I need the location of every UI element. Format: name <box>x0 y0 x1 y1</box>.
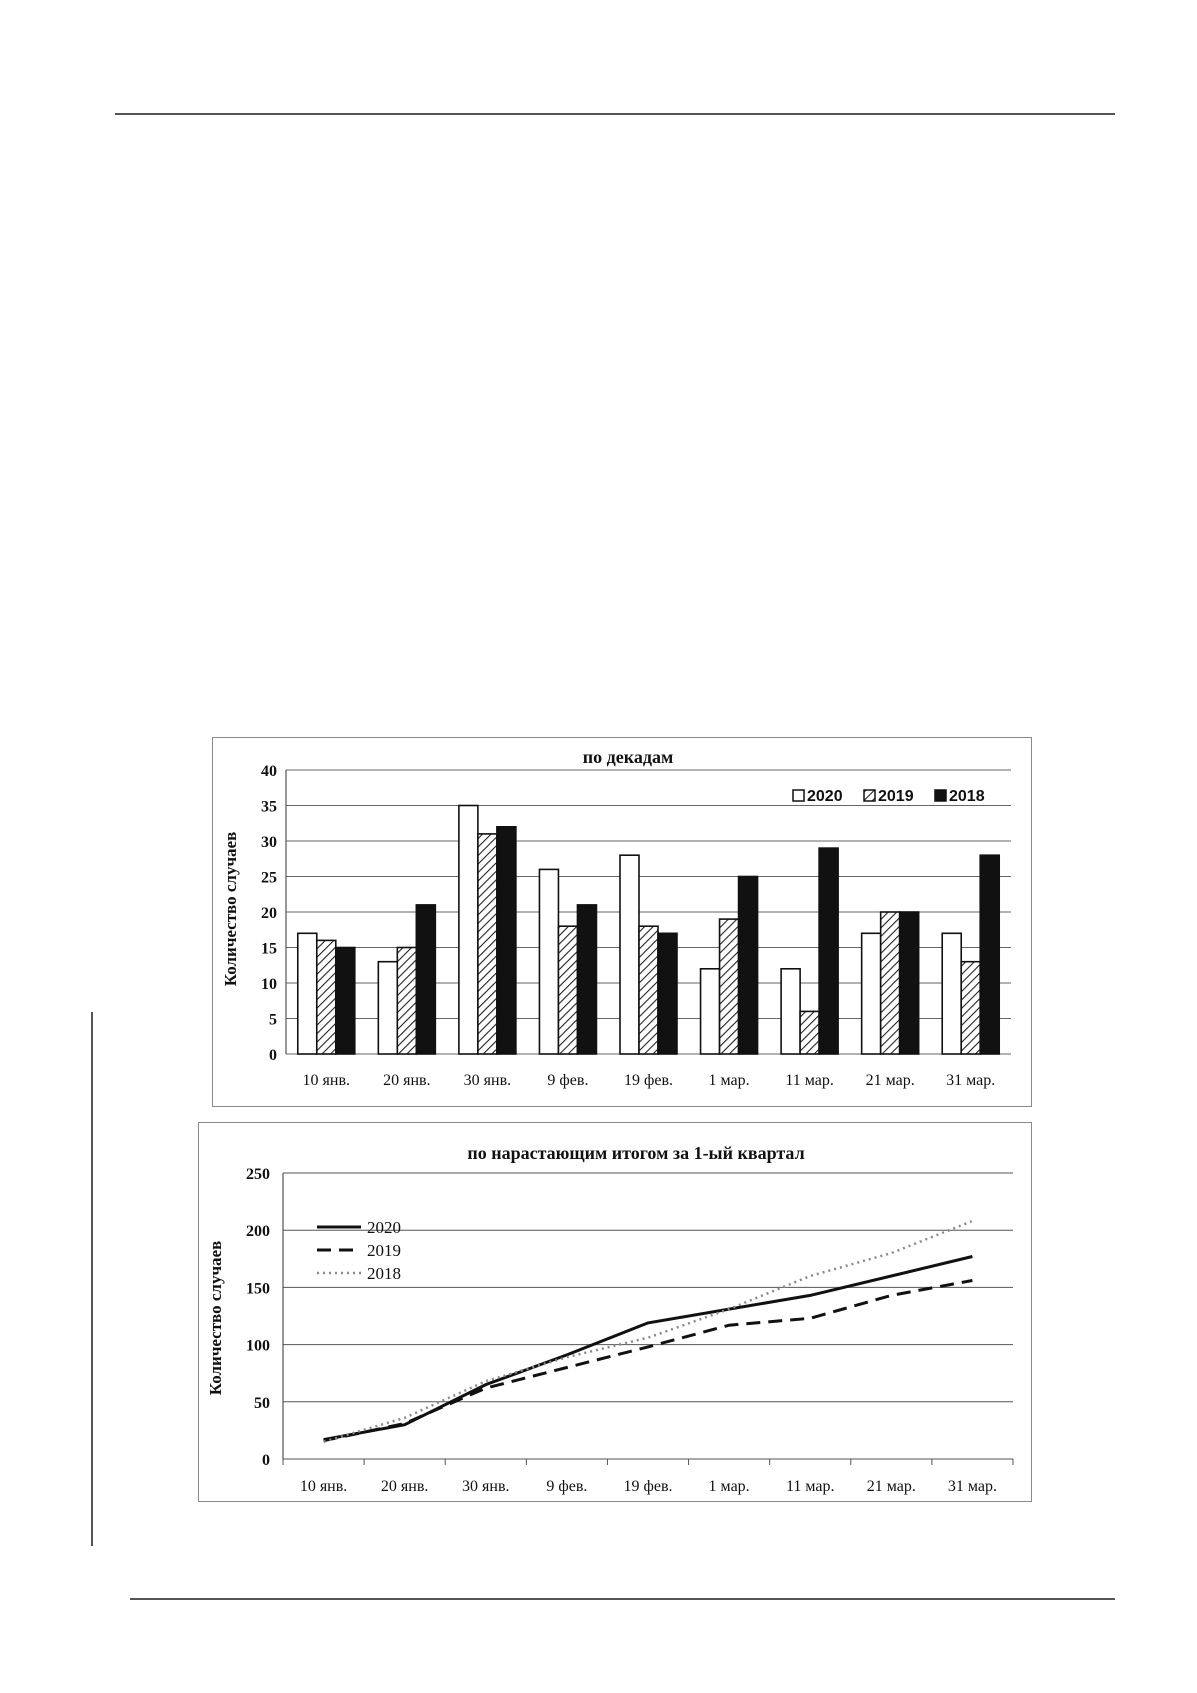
bar-2020 <box>620 855 639 1054</box>
bar-y-tick-label: 30 <box>261 834 277 851</box>
bar-x-tick-label: 20 янв. <box>383 1072 431 1089</box>
line-y-tick-label: 50 <box>254 1394 270 1412</box>
bar-2019 <box>639 926 658 1054</box>
line-y-tick-label: 200 <box>246 1223 270 1241</box>
bar-2019 <box>558 926 577 1054</box>
bar-2020 <box>459 806 478 1055</box>
bar-legend-label-2019: 2019 <box>878 788 914 805</box>
line-chart-title: по нарастающим итогом за 1-ый квартал <box>467 1143 805 1163</box>
line-x-tick-label: 19 фев. <box>623 1478 673 1495</box>
bar-x-tick-label: 9 фев. <box>547 1072 589 1089</box>
bar-x-tick-label: 21 мар. <box>865 1072 915 1089</box>
bar-y-tick-label: 25 <box>261 869 277 887</box>
bar-x-tick-label: 11 мар. <box>785 1072 834 1089</box>
bar-x-tick-label: 31 мар. <box>946 1072 996 1089</box>
line-x-tick-label: 9 фев. <box>546 1478 588 1495</box>
bar-y-tick-label: 0 <box>269 1047 277 1064</box>
bar-2020 <box>701 969 720 1054</box>
bar-chart-title: по декадам <box>582 747 674 767</box>
line-x-tick-label: 30 янв. <box>462 1478 510 1495</box>
bar-2018 <box>497 827 516 1054</box>
bar-2018 <box>416 905 435 1054</box>
bar-2018 <box>577 905 596 1054</box>
line-legend-label-2020: 2020 <box>367 1218 401 1237</box>
bar-2020 <box>781 969 800 1054</box>
bar-legend-label-2018: 2018 <box>949 788 985 805</box>
line-chart-frame <box>198 1122 1032 1502</box>
bar-2019 <box>800 1011 819 1054</box>
bar-chart-frame <box>212 737 1032 1107</box>
bar-chart <box>213 738 1033 1108</box>
bar-2019 <box>961 962 980 1054</box>
bar-2019 <box>317 940 336 1054</box>
bar-2019 <box>397 948 416 1055</box>
line-y-tick-label: 0 <box>262 1452 270 1469</box>
bar-y-axis-label: Количество случаев <box>221 831 240 987</box>
bar-2020 <box>378 962 397 1054</box>
bar-x-tick-label: 30 янв. <box>463 1072 512 1089</box>
line-series-2018 <box>324 1221 973 1442</box>
bar-y-tick-label: 20 <box>261 905 277 922</box>
line-y-tick-label: 100 <box>246 1337 270 1355</box>
bar-y-tick-label: 40 <box>261 763 277 780</box>
bar-2019 <box>720 919 739 1054</box>
bar-2018 <box>739 877 758 1055</box>
bar-2018 <box>336 948 355 1055</box>
bar-x-tick-label: 1 мар. <box>708 1072 750 1089</box>
bar-2018 <box>658 933 677 1054</box>
bar-y-tick-label: 15 <box>261 940 277 958</box>
bar-y-tick-label: 5 <box>269 1011 277 1029</box>
line-y-tick-label: 250 <box>246 1166 270 1183</box>
bottom-rule <box>130 1598 1115 1600</box>
line-x-tick-label: 20 янв. <box>380 1478 429 1495</box>
bar-2020 <box>539 869 558 1054</box>
bar-2020 <box>298 933 317 1054</box>
bar-x-tick-label: 19 фев. <box>623 1072 674 1089</box>
line-y-axis-label: Количество случаев <box>206 1240 225 1396</box>
bar-2018 <box>819 848 838 1054</box>
line-legend-label-2018: 2018 <box>367 1264 401 1283</box>
bar-2018 <box>980 855 999 1054</box>
line-x-tick-label: 10 янв. <box>299 1478 348 1495</box>
line-x-tick-label: 1 мар. <box>708 1478 750 1495</box>
bar-2019 <box>881 912 900 1054</box>
line-x-tick-label: 11 мар. <box>785 1478 835 1495</box>
bar-2019 <box>478 834 497 1054</box>
bar-y-tick-label: 10 <box>261 976 277 993</box>
line-legend-label-2019: 2019 <box>367 1241 401 1260</box>
bar-2020 <box>862 933 881 1054</box>
margin-rule <box>91 1012 93 1546</box>
bar-y-tick-label: 35 <box>261 798 277 816</box>
line-x-tick-label: 31 мар. <box>947 1478 998 1495</box>
bar-2020 <box>942 933 961 1054</box>
bar-2018 <box>900 912 919 1054</box>
bar-legend-swatch-2018 <box>935 790 946 801</box>
line-series-2019 <box>324 1281 973 1441</box>
bar-legend-label-2020: 2020 <box>807 788 843 805</box>
bar-legend-swatch-2020 <box>793 790 804 801</box>
bar-x-tick-label: 10 янв. <box>302 1072 351 1089</box>
line-y-tick-label: 150 <box>246 1280 270 1298</box>
line-x-tick-label: 21 мар. <box>866 1478 916 1495</box>
top-rule <box>115 113 1115 115</box>
line-chart <box>199 1123 1033 1503</box>
bar-legend-swatch-2019 <box>864 790 875 801</box>
